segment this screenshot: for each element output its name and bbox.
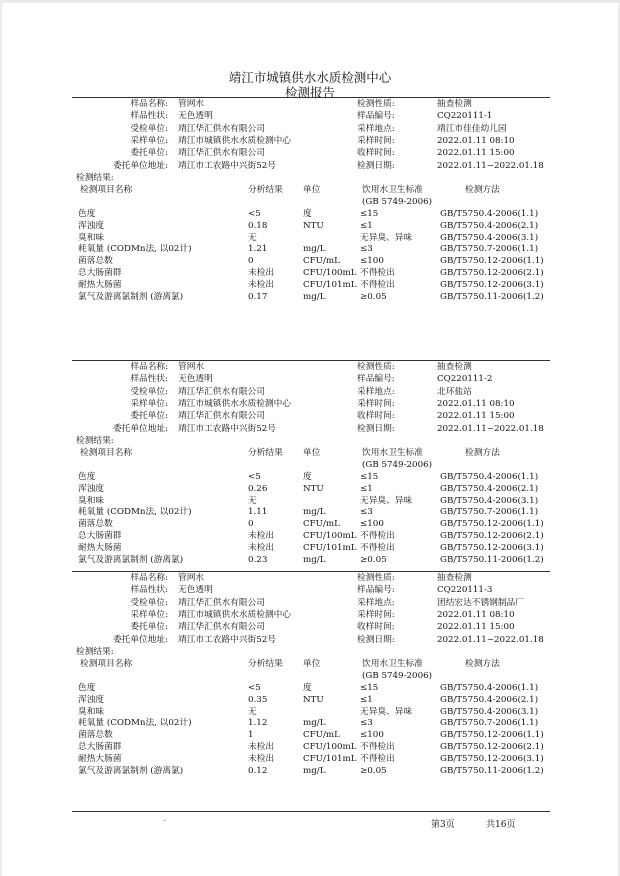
- label-client-address: 委托单位地址:: [112, 423, 168, 434]
- label-sampling-unit: 采样单位:: [130, 398, 168, 409]
- report-title: 靖江市城镇供水水质检测中心: [228, 70, 392, 85]
- row-result: <5: [248, 472, 261, 482]
- value-entrusted-unit: 靖江华汇供水有限公司: [178, 386, 265, 397]
- label-test-date: 检测日期:: [357, 634, 395, 645]
- row-unit: mg/L: [303, 244, 326, 255]
- value-sampling-time: 2022.01.11 08:10: [437, 609, 515, 620]
- row-standard: ≥0.05: [360, 291, 387, 302]
- label-test-date: 检测日期:: [357, 160, 395, 171]
- label-sampling-time: 采样时间:: [357, 398, 395, 409]
- value-sampling-unit: 靖江市城镇供水水质检测中心: [178, 135, 291, 146]
- row-method: GB/T5750.7-2006(1.1): [440, 244, 539, 255]
- col-unit-header: 单位: [303, 185, 321, 195]
- label-sample-trait: 样品性状:: [130, 111, 168, 122]
- row-method: GB/T5750.4-2006(1.1): [440, 209, 539, 219]
- row-item: 总大肠菌群: [78, 742, 122, 752]
- row-result: 1.21: [248, 244, 268, 255]
- row-result: 0.12: [248, 765, 268, 776]
- col-unit-header: 单位: [303, 659, 321, 669]
- row-method: GB/T5750.11-2006(1.2): [440, 554, 544, 565]
- value-client-unit: 靖江华汇供水有限公司: [178, 411, 265, 422]
- row-method: GB/T5750.12-2006(3.1): [440, 542, 544, 553]
- results-label: 检测结果:: [76, 647, 114, 657]
- row-result: 0.35: [248, 694, 268, 705]
- row-result: 无: [248, 706, 257, 717]
- label-receive-time: 收样时间:: [357, 148, 395, 159]
- value-test-nature: 抽查检测: [437, 573, 472, 583]
- label-entrusted-unit: 受检单位:: [130, 597, 168, 608]
- value-entrusted-unit: 靖江华汇供水有限公司: [178, 597, 265, 608]
- row-standard: 不得检出: [360, 268, 395, 278]
- row-result: 0.23: [248, 554, 268, 565]
- row-method: GB/T5750.12-2006(1.1): [440, 256, 544, 267]
- row-standard: ≤100: [360, 519, 384, 530]
- label-sampling-site: 采样地点:: [357, 386, 395, 397]
- row-standard: 不得检出: [360, 753, 395, 764]
- row-item: 菌落总数: [78, 256, 113, 267]
- row-item: 耗氧量 (CODMn法, 以02计): [78, 244, 192, 255]
- row-unit: CFU/101mL: [303, 753, 357, 764]
- value-test-date: 2022.01.11~2022.01.18: [437, 423, 544, 434]
- row-standard: 不得检出: [360, 742, 395, 752]
- label-entrusted-unit: 受检单位:: [130, 123, 168, 134]
- row-item: 耗氧量 (CODMn法, 以02计): [78, 718, 192, 729]
- label-test-nature: 检测性质:: [357, 573, 395, 583]
- row-result: 0: [248, 519, 254, 530]
- row-standard: ≥0.05: [360, 554, 387, 565]
- row-unit: mg/L: [303, 718, 326, 729]
- scan-edge-left: [0, 0, 2, 876]
- row-unit: mg/L: [303, 765, 326, 776]
- label-client-address: 委托单位地址:: [112, 160, 168, 171]
- row-method: GB/T5750.12-2006(2.1): [440, 268, 544, 278]
- row-unit: CFU/mL: [303, 519, 340, 530]
- value-sampling-unit: 靖江市城镇供水水质检测中心: [178, 609, 291, 620]
- value-test-nature: 抽查检测: [437, 99, 472, 109]
- label-sample-trait: 样品性状:: [130, 374, 168, 385]
- value-sampling-time: 2022.01.11 08:10: [437, 135, 515, 146]
- row-unit: NTU: [303, 694, 324, 705]
- col-item-header: 检测项目名称: [80, 185, 133, 195]
- value-sample-name: 管网水: [178, 99, 205, 109]
- label-sampling-unit: 采样单位:: [130, 609, 168, 620]
- row-item: 氯气及游离氯制剂 (游离氯): [78, 291, 184, 302]
- value-client-unit: 靖江华汇供水有限公司: [178, 148, 265, 159]
- row-standard: 无异臭、异味: [360, 232, 413, 243]
- label-receive-time: 收样时间:: [357, 622, 395, 633]
- value-entrusted-unit: 靖江华汇供水有限公司: [178, 123, 265, 134]
- col-standard-header: 饮用水卫生标准: [362, 659, 423, 669]
- label-sample-no: 样品编号:: [357, 585, 395, 596]
- value-test-nature: 抽查检测: [437, 362, 472, 372]
- row-result: 0.18: [248, 220, 268, 231]
- section-rule: [72, 97, 550, 98]
- row-method: GB/T5750.12-2006(2.1): [440, 742, 544, 752]
- label-client-unit: 委托单位:: [130, 411, 168, 422]
- value-client-address: 靖江市工农路中兴街52号: [178, 423, 276, 434]
- col-standard-subheader: (GB 5749-2006): [362, 460, 433, 470]
- col-method-header: 检测方法: [465, 448, 500, 458]
- value-sample-trait: 无色透明: [178, 585, 213, 596]
- row-item: 耐热大肠菌: [78, 279, 122, 290]
- row-method: GB/T5750.4-2006(3.1): [440, 706, 539, 717]
- col-item-header: 检测项目名称: [80, 659, 133, 669]
- row-standard: ≤1: [360, 220, 373, 231]
- row-method: GB/T5750.11-2006(1.2): [440, 765, 544, 776]
- row-unit: CFU/mL: [303, 730, 340, 741]
- label-sample-name: 样品名称:: [130, 99, 168, 109]
- value-client-address: 靖江市工农路中兴街52号: [178, 160, 276, 171]
- row-item: 色度: [78, 209, 96, 219]
- row-method: GB/T5750.7-2006(1.1): [440, 507, 539, 518]
- section-rule: [72, 360, 550, 361]
- row-item: 耐热大肠菌: [78, 542, 122, 553]
- value-sampling-site: 北环盐站: [437, 386, 472, 397]
- value-client-unit: 靖江华汇供水有限公司: [178, 622, 265, 633]
- label-client-address: 委托单位地址:: [112, 634, 168, 645]
- col-standard-header: 饮用水卫生标准: [362, 185, 423, 195]
- col-standard-header: 饮用水卫生标准: [362, 448, 423, 458]
- row-result: 1.12: [248, 718, 268, 729]
- label-sample-no: 样品编号:: [357, 374, 395, 385]
- row-result: 未检出: [248, 531, 275, 541]
- row-standard: ≤15: [360, 472, 379, 482]
- row-result: 1: [248, 730, 254, 741]
- row-result: 未检出: [248, 753, 275, 764]
- label-entrusted-unit: 受检单位:: [130, 386, 168, 397]
- row-method: GB/T5750.12-2006(1.1): [440, 519, 544, 530]
- row-unit: CFU/100mL: [303, 742, 357, 752]
- row-method: GB/T5750.12-2006(1.1): [440, 730, 544, 741]
- value-sampling-unit: 靖江市城镇供水水质检测中心: [178, 398, 291, 409]
- row-item: 总大肠菌群: [78, 531, 122, 541]
- value-sampling-site: 靖江市佳佳幼儿园: [437, 123, 507, 134]
- bottom-rule: [72, 811, 550, 812]
- row-standard: 无异臭、异味: [360, 495, 413, 506]
- row-unit: mg/L: [303, 507, 326, 518]
- col-result-header: 分析结果: [248, 659, 283, 669]
- row-standard: 无异臭、异味: [360, 706, 413, 717]
- row-method: GB/T5750.12-2006(3.1): [440, 279, 544, 290]
- row-unit: 度: [303, 683, 312, 693]
- label-sampling-time: 采样时间:: [357, 135, 395, 146]
- value-sample-no: CQ220111-1: [437, 111, 493, 122]
- row-method: GB/T5750.4-2006(3.1): [440, 495, 539, 506]
- label-test-nature: 检测性质:: [357, 99, 395, 109]
- row-result: 未检出: [248, 268, 275, 278]
- value-sample-trait: 无色透明: [178, 374, 213, 385]
- row-unit: CFU/100mL: [303, 268, 357, 278]
- row-item: 浑浊度: [78, 220, 105, 231]
- row-result: 未检出: [248, 279, 275, 290]
- row-result: 未检出: [248, 542, 275, 553]
- label-client-unit: 委托单位:: [130, 148, 168, 159]
- row-standard: ≤15: [360, 209, 379, 219]
- row-item: 菌落总数: [78, 730, 113, 741]
- row-method: GB/T5750.4-2006(1.1): [440, 683, 539, 693]
- value-sample-trait: 无色透明: [178, 111, 213, 122]
- row-standard: ≥0.05: [360, 765, 387, 776]
- page-total: 共16页: [486, 820, 516, 830]
- scan-speck: [163, 820, 166, 821]
- row-method: GB/T5750.12-2006(3.1): [440, 753, 544, 764]
- label-sample-no: 样品编号:: [357, 111, 395, 122]
- row-item: 臭和味: [78, 495, 105, 506]
- row-result: 0.17: [248, 291, 268, 302]
- row-result: 无: [248, 495, 257, 506]
- label-client-unit: 委托单位:: [130, 622, 168, 633]
- row-item: 氯气及游离氯制剂 (游离氯): [78, 554, 184, 565]
- row-unit: mg/L: [303, 554, 326, 565]
- row-item: 耐热大肠菌: [78, 753, 122, 764]
- row-standard: ≤3: [360, 244, 373, 255]
- row-unit: CFU/mL: [303, 256, 340, 267]
- section-rule: [72, 571, 550, 572]
- label-sample-name: 样品名称:: [130, 362, 168, 372]
- col-item-header: 检测项目名称: [80, 448, 133, 458]
- page-number: 第3页: [431, 820, 455, 830]
- label-test-nature: 检测性质:: [357, 362, 395, 372]
- row-result: 1.11: [248, 507, 268, 518]
- value-sample-no: CQ220111-2: [437, 374, 493, 385]
- col-method-header: 检测方法: [465, 185, 500, 195]
- row-method: GB/T5750.4-2006(2.1): [440, 220, 539, 231]
- label-test-date: 检测日期:: [357, 423, 395, 434]
- results-label: 检测结果:: [76, 173, 114, 183]
- row-result: 未检出: [248, 742, 275, 752]
- row-standard: 不得检出: [360, 542, 395, 553]
- value-client-address: 靖江市工农路中兴街52号: [178, 634, 276, 645]
- col-unit-header: 单位: [303, 448, 321, 458]
- label-sampling-unit: 采样单位:: [130, 135, 168, 146]
- value-receive-time: 2022.01.11 15:00: [437, 622, 515, 633]
- row-item: 臭和味: [78, 706, 105, 717]
- row-method: GB/T5750.4-2006(2.1): [440, 694, 539, 705]
- row-standard: ≤3: [360, 718, 373, 729]
- row-method: GB/T5750.7-2006(1.1): [440, 718, 539, 729]
- label-receive-time: 收样时间:: [357, 411, 395, 422]
- row-method: GB/T5750.4-2006(1.1): [440, 472, 539, 482]
- row-item: 总大肠菌群: [78, 268, 122, 278]
- row-item: 氯气及游离氯制剂 (游离氯): [78, 765, 184, 776]
- row-standard: ≤100: [360, 730, 384, 741]
- row-item: 浑浊度: [78, 694, 105, 705]
- label-sampling-site: 采样地点:: [357, 123, 395, 134]
- value-sample-name: 管网水: [178, 573, 205, 583]
- value-sample-no: CQ220111-3: [437, 585, 493, 596]
- row-standard: ≤1: [360, 483, 373, 494]
- row-item: 色度: [78, 472, 96, 482]
- row-method: GB/T5750.4-2006(2.1): [440, 483, 539, 494]
- label-sampling-time: 采样时间:: [357, 609, 395, 620]
- row-standard: ≤15: [360, 683, 379, 693]
- value-sample-name: 管网水: [178, 362, 205, 372]
- row-unit: CFU/101mL: [303, 542, 357, 553]
- value-sampling-site: 团结宏达不锈钢制品厂: [437, 597, 524, 608]
- row-item: 浑浊度: [78, 483, 105, 494]
- report-subtitle: 检测报告: [284, 85, 335, 100]
- col-result-header: 分析结果: [248, 448, 283, 458]
- row-item: 臭和味: [78, 232, 105, 243]
- results-label: 检测结果:: [76, 436, 114, 446]
- row-result: 0: [248, 256, 254, 267]
- row-standard: ≤3: [360, 507, 373, 518]
- row-unit: 度: [303, 209, 312, 219]
- value-sampling-time: 2022.01.11 08:10: [437, 398, 515, 409]
- row-unit: CFU/101mL: [303, 279, 357, 290]
- row-result: <5: [248, 209, 261, 219]
- value-receive-time: 2022.01.11 15:00: [437, 411, 515, 422]
- col-method-header: 检测方法: [465, 659, 500, 669]
- row-result: 无: [248, 232, 257, 243]
- row-result: <5: [248, 683, 261, 693]
- row-item: 色度: [78, 683, 96, 693]
- row-standard: 不得检出: [360, 279, 395, 290]
- row-item: 耗氧量 (CODMn法, 以02计): [78, 507, 192, 518]
- label-sample-name: 样品名称:: [130, 573, 168, 583]
- row-unit: mg/L: [303, 291, 326, 302]
- row-unit: 度: [303, 472, 312, 482]
- col-standard-subheader: (GB 5749-2006): [362, 671, 433, 681]
- row-method: GB/T5750.11-2006(1.2): [440, 291, 544, 302]
- row-item: 菌落总数: [78, 519, 113, 530]
- row-method: GB/T5750.4-2006(3.1): [440, 232, 539, 243]
- row-unit: NTU: [303, 220, 324, 231]
- scan-edge-top: [0, 0, 620, 3]
- label-sample-trait: 样品性状:: [130, 585, 168, 596]
- label-sampling-site: 采样地点:: [357, 597, 395, 608]
- value-receive-time: 2022.01.11 15:00: [437, 148, 515, 159]
- value-test-date: 2022.01.11~2022.01.18: [437, 634, 544, 645]
- col-result-header: 分析结果: [248, 185, 283, 195]
- row-result: 0.26: [248, 483, 268, 494]
- row-standard: ≤100: [360, 256, 384, 267]
- row-standard: 不得检出: [360, 531, 395, 541]
- col-standard-subheader: (GB 5749-2006): [362, 197, 433, 207]
- row-standard: ≤1: [360, 694, 373, 705]
- value-test-date: 2022.01.11~2022.01.18: [437, 160, 544, 171]
- row-unit: CFU/100mL: [303, 531, 357, 541]
- row-method: GB/T5750.12-2006(2.1): [440, 531, 544, 541]
- row-unit: NTU: [303, 483, 324, 494]
